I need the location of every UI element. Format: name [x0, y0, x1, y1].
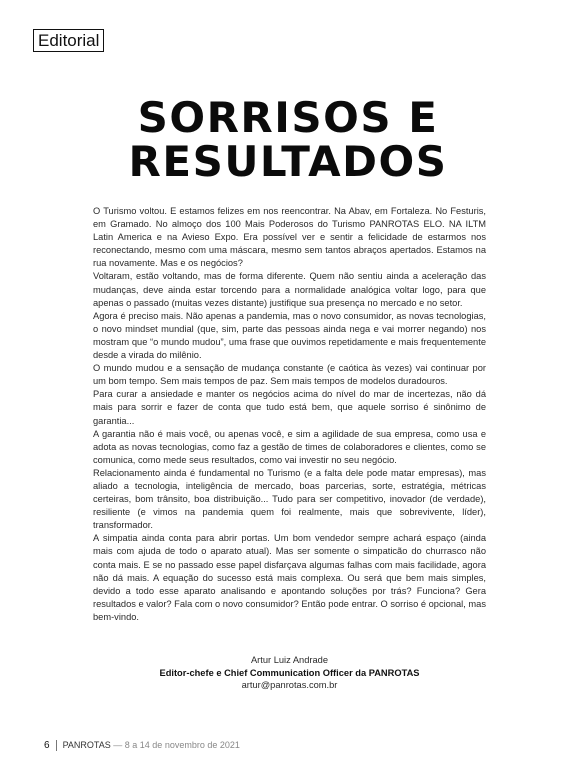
paragraph: Relacionamento ainda é fundamental no Turismo (e a falta dele pode matar empresas), mas aliado a tecnologia, inteligência de mercado, boas parcerias, sorte, estratégia, métricas certeiras, bom trânsito, boa distribuição... Tudo para ser competitivo, inovador (de verdade), resiliente (e vimos na pandemia quem foi realmente, mais que sobrevivente, líder), transformador. — [93, 467, 486, 531]
publication-name: PANROTAS — [62, 740, 111, 750]
issue-date: 8 a 14 de novembro de 2021 — [124, 740, 240, 750]
paragraph: Para curar a ansiedade e manter os negócios acima do nível do mar de incertezas, não dá mais para sorrir e fazer de conta que tudo está bem, que aquele sorriso é sinônimo de garantia... — [93, 389, 486, 426]
author-role: Editor-chefe e Chief Communication Officer da PANROTAS — [159, 667, 420, 678]
paragraph: Agora é preciso mais. Não apenas a pandemia, mas o novo consumidor, as novas tecnologias, o novo mindset mundial (que, sim, parte das pessoas ainda nega e vai morrer negando) nos mostram que “o mundo mudou”, uma frase que ouvimos repetidamente e mais frequentemente desde a virada do milênio. — [93, 310, 486, 361]
article-headline — [0, 93, 576, 186]
paragraph: Voltaram, estão voltando, mas de forma diferente. Quem não sentiu ainda a aceleração das mudanças, deve ainda estar torcendo para a normalidade analógica voltar logo, para que apenas o passado (muitas vezes distante) justifique sua presença no mercado e no setor. — [93, 271, 486, 308]
footer-divider — [56, 740, 57, 751]
page-footer — [44, 740, 240, 751]
author-signature — [93, 654, 486, 692]
article-body — [93, 205, 486, 624]
headline-line-2: RESULTADOS — [128, 137, 448, 186]
author-name: Artur Luiz Andrade — [250, 655, 328, 665]
footer-dash: — — [113, 740, 123, 750]
paragraph: O Turismo voltou. E estamos felizes em nos reencontrar. Na Abav, em Fortaleza. No Festuris, em Gramado. No almoço dos 100 Mais Poderosos do Turismo PANROTAS ELO. NA ILTM Latin America e na Avieso Expo. Era possível ver e sentir a felicidade de estarmos nos reconectando, mesmo com uma máscara, mesmo sem tantos abraços apertados. Estamos na rua novamente. Mas e os negócios? — [93, 206, 486, 269]
author-email[interactable]: artur@panrotas.com.br — [241, 680, 338, 690]
paragraph: A garantia não é mais você, ou apenas você, e sim a agilidade de sua empresa, como usa e adota as novas tecnologias, como faz a gestão de times de colaboradores e clientes, como se comunica, como mede seus resultados, como vai investir no seu negócio. — [93, 428, 486, 465]
paragraph: A simpatia ainda conta para abrir portas. Um bom vendedor sempre achará espaço (ainda mais com ajuda de todo o aparato atual). Mas ser somente o simpaticão do churrasco não conta mais. E se no passado esse papel disfarçava algumas falhas com mais facilidade, agora não dá mais. A equação do sucesso está mais complexa. Ou será que bem mais simples, devido a todo esse aparato analisando e apontando soluções por trás? Funciona? Gera resultados e valor? Fala com o novo consumidor? Então pode entrar. O sorriso é opcional, mas bem-vindo. — [93, 533, 486, 622]
headline-line-1: SORRISOS E — [137, 93, 439, 142]
section-label: Editorial — [33, 29, 104, 52]
page-number: 6 — [44, 740, 50, 751]
paragraph: O mundo mudou e a sensação de mudança constante (e caótica às vezes) vai continuar por um bom tempo. Sem mais tempos de paz. Sem mais tempos de modelos duradouros. — [93, 363, 486, 387]
